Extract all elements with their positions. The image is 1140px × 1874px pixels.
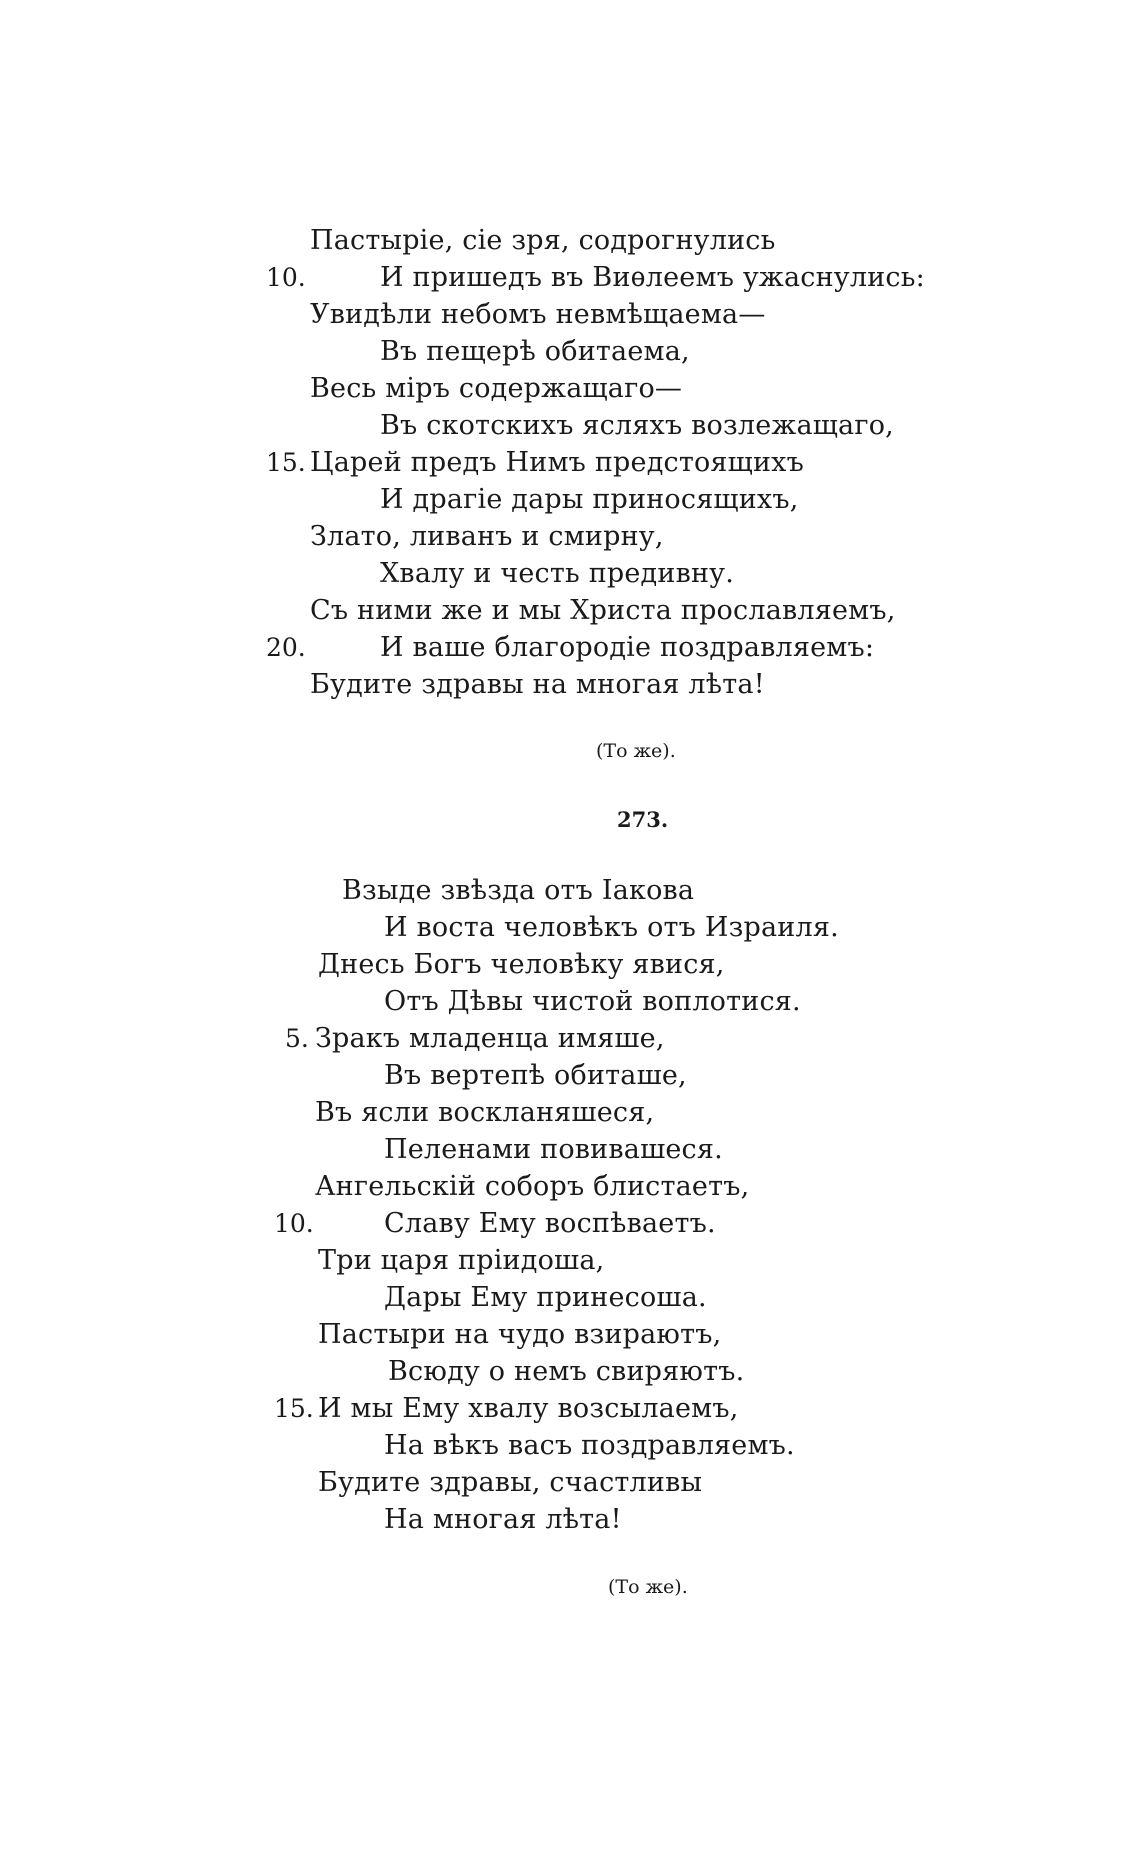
verse-line: Въ ясли воскланяшеся, [315, 1097, 655, 1128]
verse-line: Въ скотскихъ ясляхъ возлежащаго, [380, 410, 894, 441]
verse-line: Пастыри на чудо взираютъ, [318, 1319, 722, 1350]
verse-line: Увидѣли небомъ невмѣщаема— [310, 299, 766, 330]
verse-line: Хвалу и честь предивну. [380, 558, 735, 589]
verse-line: И воста человѣкъ отъ Израиля. [384, 912, 839, 943]
verse-line: Всюду о немъ свиряютъ. [388, 1356, 745, 1387]
verse-line: Въ пещерѣ обитаема, [380, 336, 690, 367]
verse-line: Три царя пріидоша, [318, 1245, 605, 1276]
source-note: (То же). [608, 1576, 688, 1598]
source-note: (То же). [596, 740, 676, 762]
verse-line: Царей предъ Нимъ предстоящихъ [310, 447, 804, 478]
verse-line: Днесь Богъ человѣку явися, [318, 949, 725, 980]
verse-line: Съ ними же и мы Христа прославляемъ, [310, 595, 896, 626]
line-number: 5. [285, 1024, 309, 1053]
line-number: 10. [266, 263, 306, 292]
verse-line: Злато, ливанъ и смирну, [310, 521, 664, 552]
verse-line: Будите здравы, счастливы [318, 1467, 703, 1498]
verse-line: Въ вертепѣ обиташе, [384, 1060, 687, 1091]
verse-line: И пришедъ въ Виѳлеемъ ужаснулись: [380, 262, 925, 293]
verse-line: Пастыріе, сіе зря, содрогнулись [310, 225, 776, 256]
line-number: 10. [274, 1209, 314, 1238]
verse-line: И ваше благородіе поздравляемъ: [380, 632, 875, 663]
verse-line: Зракъ младенца имяше, [315, 1023, 665, 1054]
verse-line: Дары Ему принесоша. [384, 1282, 707, 1313]
verse-line: Будите здравы на многая лѣта! [310, 669, 765, 700]
verse-line: Отъ Дѣвы чистой воплотися. [384, 986, 801, 1017]
line-number: 20. [266, 633, 306, 662]
verse-line: Взыде звѣзда отъ Іакова [342, 875, 695, 906]
verse-line: Весь міръ содержащаго— [310, 373, 683, 404]
verse-line: Ангельскій соборъ блистаетъ, [315, 1171, 750, 1202]
verse-line: Пеленами повивашеся. [384, 1134, 723, 1165]
section-number: 273. [617, 807, 669, 832]
verse-line: На многая лѣта! [384, 1504, 622, 1535]
verse-line: На вѣкъ васъ поздравляемъ. [384, 1430, 795, 1461]
line-number: 15. [266, 448, 306, 477]
verse-line: И драгіе дары приносящихъ, [380, 484, 799, 515]
line-number: 15. [274, 1394, 314, 1423]
verse-line: И мы Ему хвалу возсылаемъ, [318, 1393, 739, 1424]
verse-line: Славу Ему воспѣваетъ. [384, 1208, 716, 1239]
